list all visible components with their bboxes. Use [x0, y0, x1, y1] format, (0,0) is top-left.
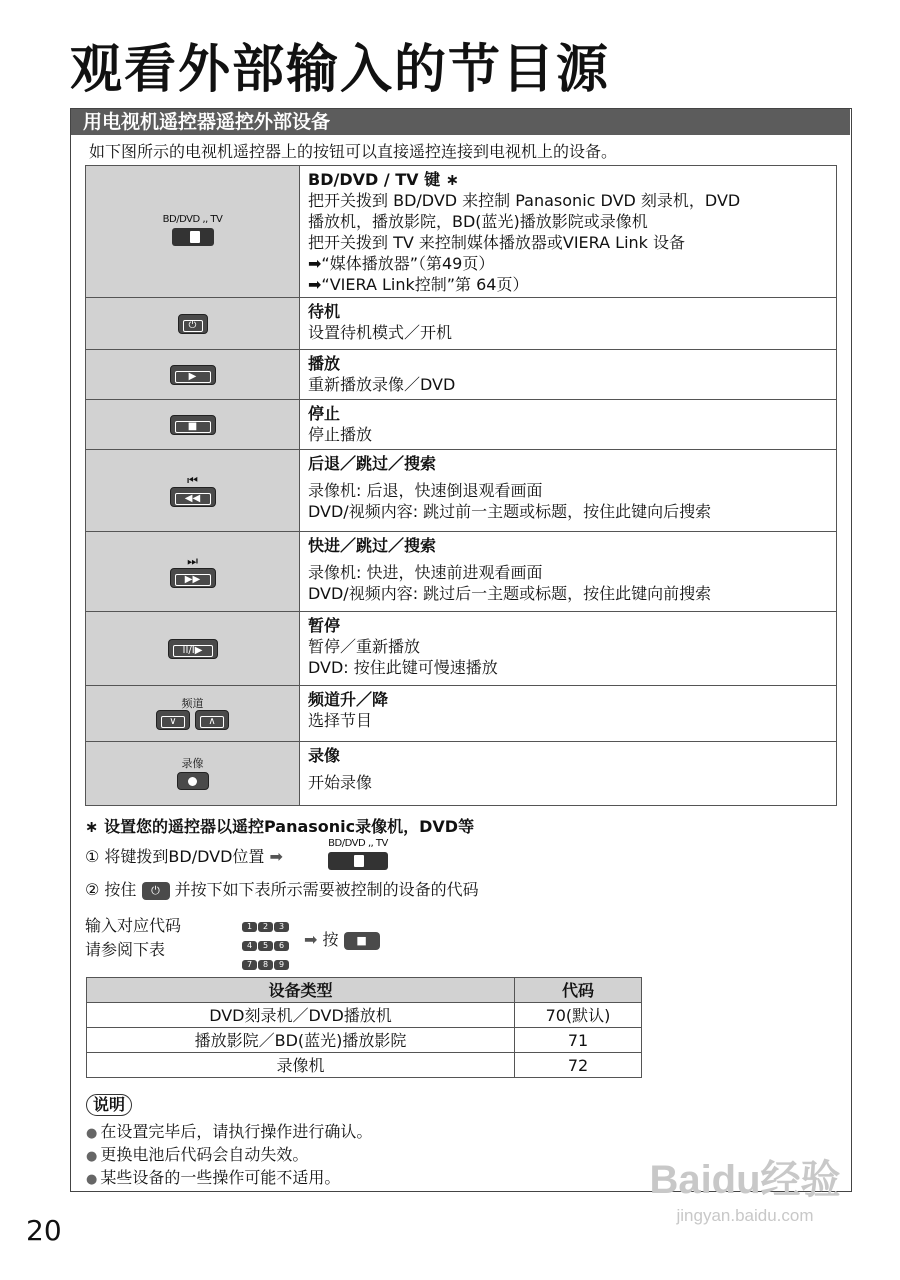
- key-desc-line: DVD: 按住此键可慢速播放: [308, 658, 498, 677]
- column-header: 代码: [515, 978, 642, 1003]
- key-desc-line: 录像机: 快进，快速前进观看画面: [308, 563, 543, 582]
- key-desc-line: 把开关拨到 BD/DVD 来控制 Panasonic DVD 刻录机，DVD: [308, 191, 741, 210]
- setup-heading: ∗ 设置您的遥控器以遥控Panasonic录像机，DVD等: [85, 817, 475, 836]
- key-desc-line: DVD/视频内容: 跳过前一主题或标题，按住此键向后搜索: [308, 502, 712, 521]
- note-badge: 说明: [86, 1094, 132, 1116]
- key-row-rewind: [86, 450, 837, 532]
- arrow-icon: ➡: [269, 847, 283, 866]
- standby-icon: ⏻: [142, 882, 170, 900]
- fast-forward-icon: ▶▶: [170, 568, 216, 588]
- key-title: 后退／跳过／搜索: [308, 454, 437, 473]
- key-row-fast-forward: [86, 532, 837, 612]
- setup-step-2: ② 按住 ⏻ 并按下如下表所示需要被控制的设备的代码: [85, 880, 479, 899]
- remote-key-table: [85, 165, 837, 806]
- key-title: BD/DVD / TV 键 ∗: [308, 170, 460, 189]
- key-desc-line: 播放机，播放影院，BD(蓝光)播放影院或录像机: [308, 212, 648, 231]
- key-title: 待机: [308, 302, 341, 321]
- watermark-logo: Baidu经验: [649, 1158, 841, 1202]
- key-desc-line: 停止播放: [308, 425, 373, 444]
- key-title: 播放: [308, 354, 341, 373]
- table-row: 录像机 72: [87, 1053, 642, 1078]
- baidu-watermark: [640, 1156, 850, 1248]
- key-title: 暂停: [308, 616, 341, 635]
- number-keypad-icon: 1 2 3 4 5 6 7 8 9: [242, 914, 296, 990]
- key-row-channel: [86, 686, 837, 742]
- rewind-icon: ◀◀: [170, 487, 216, 507]
- pause-icon: II/I▶: [168, 639, 218, 659]
- key-title: 停止: [308, 404, 341, 423]
- key-desc-line: 录像机: 后退，快速倒退观看画面: [308, 481, 543, 500]
- skip-back-icon: ⏮: [187, 472, 198, 487]
- section-title: 用电视机遥控器遥控外部设备: [71, 109, 850, 135]
- page-number: 20: [26, 1214, 62, 1247]
- bd-dvd-tv-switch-icon: [172, 228, 214, 246]
- stop-icon: ■: [344, 932, 380, 950]
- key-row-standby: [86, 298, 837, 350]
- standby-icon: ⏻: [178, 314, 208, 334]
- skip-forward-icon: ⏭: [187, 553, 198, 568]
- key-title: 快进／跳过／搜索: [308, 536, 437, 555]
- table-header-row: [87, 978, 642, 1003]
- watermark-url: jingyan.baidu.com: [676, 1206, 814, 1225]
- reference-link: ➡“VIERA Link控制”第 64页）: [308, 275, 529, 294]
- key-row-pause: [86, 612, 837, 686]
- reference-link: ➡“媒体播放器”（第49页）: [308, 254, 495, 273]
- key-desc-line: 选择节目: [308, 711, 373, 730]
- notes-list: [86, 1121, 372, 1190]
- switch-label: BD/DVD ‚‚ TV: [162, 213, 223, 225]
- press-stop-instruction: ➡ 按 ■: [304, 929, 380, 951]
- key-desc-line: 暂停／重新播放: [308, 637, 421, 656]
- intro-text: 如下图所示的电视机遥控器上的按钮可以直接遥控连接到电视机上的设备。: [89, 142, 618, 161]
- page-title: 观看外部输入的节目源: [70, 40, 611, 100]
- list-item: ● 更换电池后代码会自动失效。: [86, 1144, 372, 1167]
- key-desc-line: 把开关拨到 TV 来控制媒体播放器或VIERA Link 设备: [308, 233, 686, 252]
- key-row-record: [86, 742, 837, 806]
- channel-caption: 频道: [181, 696, 204, 710]
- key-desc-line: 设置待机模式／开机: [308, 323, 453, 342]
- record-caption: 录像: [181, 757, 204, 771]
- table-row: DVD刻录机／DVD播放机 70(默认): [87, 1003, 642, 1028]
- stop-icon: ■: [170, 415, 216, 435]
- key-row-stop: [86, 400, 837, 450]
- code-instruction: 输入对应代码 请参阅下表: [85, 916, 182, 959]
- channel-up-icon: ∧: [195, 710, 229, 730]
- key-desc-line: DVD/视频内容: 跳过后一主题或标题，按住此键向前搜索: [308, 584, 712, 603]
- key-desc-line: 开始录像: [308, 773, 373, 792]
- key-row-bd-dvd-tv: [86, 166, 837, 298]
- arrow-icon: ➡: [304, 930, 318, 949]
- bd-dvd-tv-switch-icon: BD/DVD ‚‚ TV: [328, 838, 388, 874]
- key-title: 录像: [308, 746, 341, 765]
- play-icon: ▶: [170, 365, 216, 385]
- channel-down-icon: ∨: [156, 710, 190, 730]
- record-icon: [177, 772, 209, 790]
- key-title: 频道升／降: [308, 690, 389, 709]
- device-code-table: [86, 977, 642, 1078]
- list-item: ● 在设置完毕后，请执行操作进行确认。: [86, 1121, 372, 1144]
- column-header: 设备类型: [87, 978, 515, 1003]
- setup-step-1: ① 将键拨到BD/DVD位置 ➡: [85, 847, 283, 866]
- key-desc-line: 重新播放录像／DVD: [308, 375, 456, 394]
- list-item: ● 某些设备的一些操作可能不适用。: [86, 1167, 372, 1190]
- key-row-play: [86, 350, 837, 400]
- table-row: 播放影院／BD(蓝光)播放影院 71: [87, 1028, 642, 1053]
